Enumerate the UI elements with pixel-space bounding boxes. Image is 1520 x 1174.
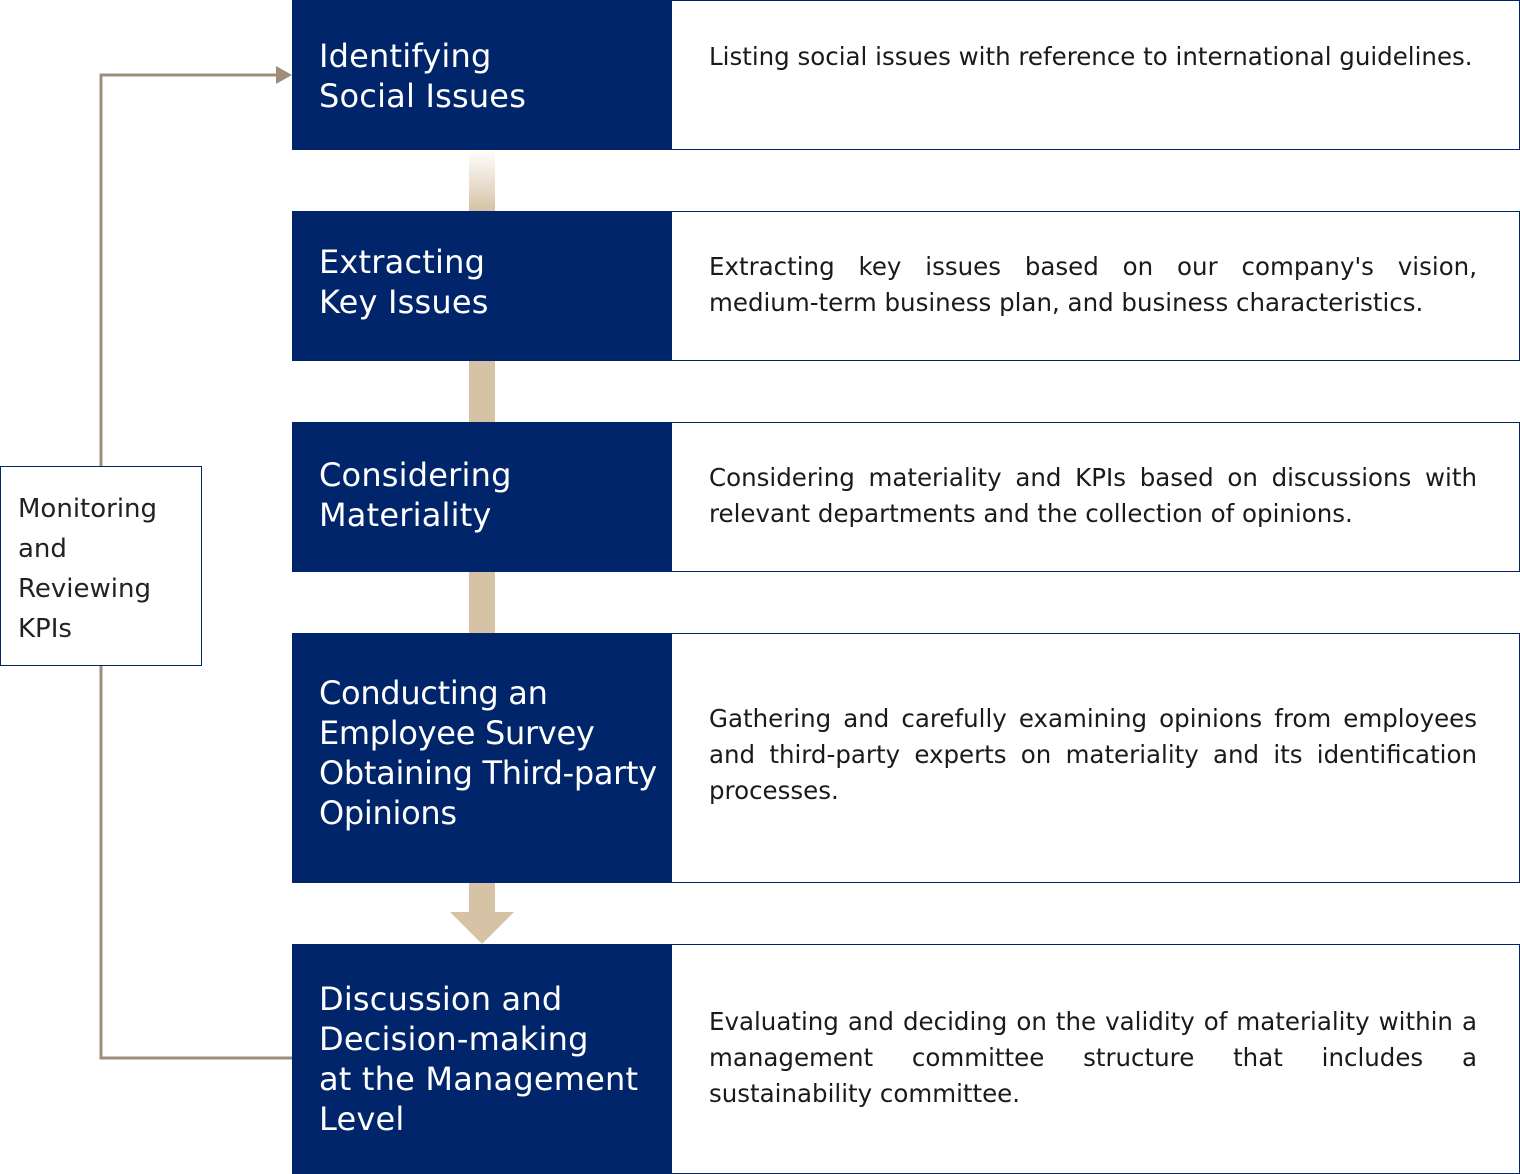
loop-arrow-icon	[276, 66, 292, 84]
step-description: Considering materiality and KPIs based on discussions with relevant departments and the collection of opinions.	[672, 422, 1520, 572]
step-title: Considering Materiality	[292, 422, 672, 572]
step-title: Discussion and Decision-making at the Management Level	[292, 944, 672, 1174]
step-description: Listing social issues with reference to international guidelines.	[672, 0, 1520, 150]
step-title: Identifying Social Issues	[292, 0, 672, 150]
step-management-decision	[292, 944, 1520, 1174]
connector-2-3	[469, 361, 495, 422]
step-description: Evaluating and deciding on the validity of materiality within a management committee structure that includes a sustainability committee.	[672, 944, 1520, 1174]
loop-line-top	[101, 75, 278, 466]
step-description: Extracting key issues based on our company's vision, medium-term business plan, and business characteristics.	[672, 211, 1520, 361]
step-identifying-social-issues	[292, 0, 1520, 150]
step-considering-materiality	[292, 422, 1520, 572]
step-employee-survey	[292, 633, 1520, 883]
step-title: Conducting an Employee Survey Obtaining Third-party Opinions	[292, 633, 672, 883]
step-title: Extracting Key Issues	[292, 211, 672, 361]
connector-1-2	[469, 150, 495, 211]
down-arrow-icon	[450, 912, 514, 944]
loop-line-bottom	[101, 666, 292, 1058]
step-extracting-key-issues	[292, 211, 1520, 361]
monitoring-kpis-box: Monitoring and Reviewing KPIs	[0, 466, 202, 666]
step-description: Gathering and carefully examining opinions from employees and third-party experts on materiality and its identification processes.	[672, 633, 1520, 883]
connector-4-5	[469, 883, 495, 913]
connector-3-4	[469, 572, 495, 633]
